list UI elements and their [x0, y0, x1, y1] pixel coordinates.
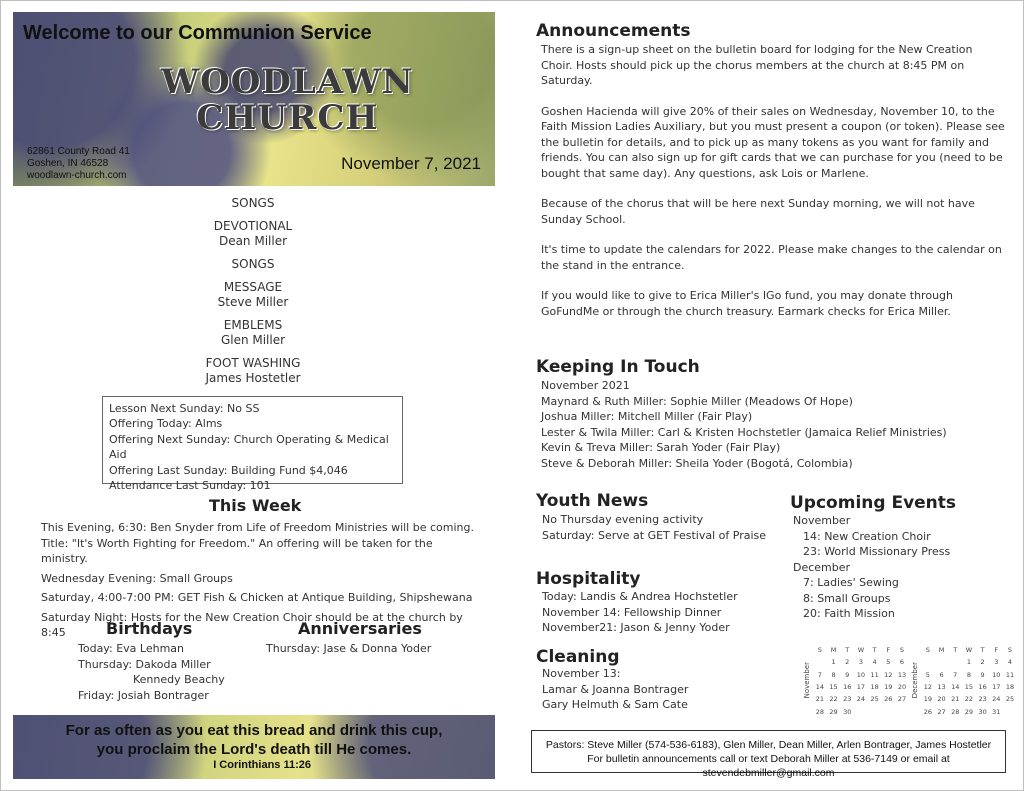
kit-line: Steve & Deborah Miller: Sheila Yoder (Bogotá, Colombia) [541, 456, 853, 470]
calendar-day: 1 [966, 658, 971, 667]
calendar-day: 21 [951, 695, 960, 704]
order-item-person: James Hostetler [205, 371, 301, 385]
pastors-box [531, 730, 1006, 779]
calendar-day: 10 [992, 670, 1001, 679]
order-item-title: FOOT WASHING [205, 356, 301, 370]
offering-info-box [102, 396, 403, 493]
calendar-day: 5 [886, 658, 891, 667]
hospitality-list [542, 589, 738, 636]
youth-news-heading: Youth News [536, 491, 649, 511]
info-line: Offering Next Sunday: Church Operating & Medical Aid [109, 432, 389, 462]
calendar-day: 18 [1005, 683, 1015, 692]
birthday-line: Today: Eva Lehman [78, 642, 185, 655]
december-calendar-label: December [911, 662, 919, 699]
cleaning-line: Gary Helmuth & Sam Cate [542, 698, 688, 711]
order-item-title: EMBLEMS [223, 318, 283, 332]
info-line: Offering Last Sunday: Building Fund $4,046 [109, 463, 348, 477]
info-line: Offering Today: Alms [109, 417, 223, 431]
event-line: 23: World Missionary Press [803, 545, 951, 558]
order-of-service [140, 196, 366, 394]
calendar-weekday: T [872, 646, 877, 655]
kit-line: Lester & Twila Miller: Carl & Kristen Hochstetler (Jamaica Relief Ministries) [541, 425, 947, 439]
birthdays-heading: Birthdays [106, 619, 193, 638]
calendar-day: 22 [964, 695, 974, 704]
calendar-day [948, 656, 962, 668]
calendar-day: 31 [992, 707, 1001, 716]
youth-news-line: No Thursday evening activity [542, 513, 704, 526]
calendar-day: 5 [925, 670, 930, 679]
calendar-day: 29 [829, 707, 838, 716]
calendar-day: 9 [980, 670, 985, 679]
calendar-weekday: T [980, 646, 985, 655]
calendar-day: 6 [899, 658, 905, 667]
calendar-day: 1 [831, 658, 836, 667]
calendar-day: 28 [815, 707, 824, 716]
calendar-day [1003, 705, 1017, 717]
calendar-day: 13 [937, 683, 946, 692]
order-item [140, 257, 366, 272]
order-item [140, 219, 366, 249]
calendar-day: 22 [829, 695, 838, 704]
calendar-day: 3 [858, 658, 863, 667]
calendar-day: 19 [884, 683, 893, 692]
december-calendar-grid [921, 644, 1017, 718]
calendar-day: 15 [829, 683, 838, 692]
calendar-day: 7 [953, 670, 958, 679]
november-calendar [803, 644, 909, 718]
birthdays-list [78, 641, 225, 703]
keeping-in-touch-heading: Keeping In Touch [536, 357, 700, 377]
hospitality-heading: Hospitality [536, 569, 641, 589]
calendar-day: 8 [966, 670, 971, 679]
cleaning-list [542, 666, 688, 713]
calendar-day: 3 [994, 658, 999, 667]
church-name-line1: WOODLAWN [161, 62, 414, 102]
anniversaries-heading: Anniversaries [298, 619, 422, 638]
calendar-weekday: S [899, 646, 905, 655]
calendar-day: 27 [897, 695, 907, 704]
november-calendar-label: November [803, 662, 811, 699]
calendar-weekday: W [857, 646, 865, 655]
calendar-day: 12 [923, 683, 932, 692]
verse-banner [13, 715, 495, 779]
calendar-day: 25 [870, 695, 879, 704]
verse-line-2: you proclaim the Lord's death till He comes. [96, 741, 412, 758]
church-logo [161, 64, 414, 136]
hospitality-line: November 14: Fellowship Dinner [542, 605, 722, 619]
calendar-day: 2 [980, 658, 985, 667]
calendar-weekday: S [1007, 646, 1013, 655]
calendar-day: 4 [872, 658, 877, 667]
calendar-day [935, 656, 949, 668]
calendar-day: 30 [978, 707, 987, 716]
welcome-title: Welcome to our Communion Service [23, 22, 372, 44]
calendar-weekday: F [886, 646, 891, 655]
calendar-weekday: M [938, 646, 945, 655]
church-name-line2: CHURCH [196, 98, 379, 138]
calendar-day [854, 705, 868, 717]
kit-line: November 2021 [541, 379, 630, 392]
calendar-day: 28 [951, 707, 960, 716]
calendar-day: 20 [937, 695, 946, 704]
announcement-paragraph: If you would like to give to Erica Miller's IGo fund, you may donate through GoFundMe or through the church treasury. Earmark checks for Erica Miller. [541, 289, 953, 318]
order-item-title: SONGS [231, 257, 275, 271]
announcement-paragraph: Because of the chorus that will be here next Sunday morning, we will not have Sunday School. [541, 197, 975, 226]
order-item [140, 280, 366, 310]
calendar-day: 16 [978, 683, 987, 692]
announcements-body [541, 42, 1007, 334]
upcoming-events-heading: Upcoming Events [790, 493, 957, 513]
announcement-paragraph: There is a sign-up sheet on the bulletin board for lodging for the New Creation Choir. Hosts should pick up the chorus members at the church at 8:45 PM on Saturday. [541, 43, 973, 87]
cleaning-line: November 13: [542, 667, 621, 680]
event-line: 7: Ladies' Sewing [803, 576, 899, 589]
december-calendar [911, 644, 1017, 718]
calendar-weekday: F [994, 646, 999, 655]
calendar-day: 15 [964, 683, 974, 692]
november-calendar-grid [813, 644, 909, 718]
cleaning-line: Lamar & Joanna Bontrager [542, 682, 689, 696]
birthday-line: Friday: Josiah Bontrager [78, 688, 209, 702]
youth-news-line: Saturday: Serve at GET Festival of Praise [542, 528, 767, 542]
calendar-day: 13 [897, 670, 907, 679]
order-item-person: Glen Miller [220, 333, 286, 347]
calendar-weekday: T [845, 646, 850, 655]
kit-line: Joshua Miller: Mitchell Miller (Fair Play) [541, 410, 753, 423]
order-item-title: DEVOTIONAL [213, 219, 293, 233]
address-city: Goshen, IN 46528 [27, 158, 109, 169]
calendar-weekday: S [925, 646, 930, 655]
info-line: Attendance Last Sunday: 101 [109, 479, 271, 493]
anniversaries-list [266, 641, 431, 657]
birthday-line: Kennedy Beachy [133, 673, 225, 686]
this-week-line: Wednesday Evening: Small Groups [41, 571, 233, 585]
event-month: November [793, 514, 851, 527]
service-date: November 7, 2021 [341, 154, 481, 173]
address-street: 62861 County Road 41 [27, 146, 130, 157]
church-address [27, 146, 130, 182]
calendar-day [868, 705, 882, 717]
cleaning-heading: Cleaning [536, 647, 620, 667]
calendar-day: 30 [843, 707, 852, 716]
calendar-day: 18 [870, 683, 879, 692]
calendar-day: 11 [1005, 670, 1015, 679]
order-item-title: MESSAGE [223, 280, 283, 294]
order-item [140, 318, 366, 348]
calendar-day [813, 656, 827, 668]
church-website: woodlawn-church.com [27, 170, 127, 181]
info-line: Lesson Next Sunday: No SS [109, 402, 260, 415]
calendar-day: 21 [815, 695, 824, 704]
order-item-person: Steve Miller [217, 295, 289, 309]
upcoming-events-list [793, 513, 950, 622]
calendar-weekday: W [965, 646, 973, 655]
calendar-day: 26 [923, 707, 932, 716]
calendar-day: 25 [1005, 695, 1015, 704]
kit-line: Maynard & Ruth Miller: Sophie Miller (Meadows Of Hope) [541, 394, 853, 408]
hospitality-line: November21: Jason & Jenny Yoder [542, 621, 730, 634]
header-banner [13, 12, 495, 186]
hospitality-line: Today: Landis & Andrea Hochstetler [542, 590, 738, 603]
calendar-day: 23 [978, 695, 987, 704]
contact-line: For bulletin announcements call or text Deborah Miller at 536-7149 or email at stevendebmiller@gmail.com [587, 753, 950, 779]
calendar-day: 19 [923, 695, 932, 704]
calendar-day: 26 [884, 695, 893, 704]
calendar-day [895, 705, 909, 717]
event-line: 20: Faith Mission [803, 607, 895, 620]
verse-line-1: For as often as you eat this bread and drink this cup, [65, 722, 443, 739]
calendar-day: 17 [992, 683, 1001, 692]
order-item [140, 196, 366, 211]
calendar-day: 9 [845, 670, 850, 679]
calendar-weekday: T [953, 646, 958, 655]
calendar-day: 29 [964, 707, 974, 716]
calendar-day [881, 705, 895, 717]
order-item [140, 356, 366, 386]
event-line: 14: New Creation Choir [803, 529, 931, 543]
this-week-heading: This Week [209, 496, 302, 515]
calendar-day: 14 [815, 683, 824, 692]
calendar-day: 17 [856, 683, 866, 692]
calendar-weekday: M [830, 646, 837, 655]
this-week-line: Saturday, 4:00-7:00 PM: GET Fish & Chicken at Antique Building, Shipshewana [41, 591, 473, 604]
kit-line: Kevin & Treva Miller: Sarah Yoder (Fair Play) [541, 441, 781, 454]
this-week-line: This Evening, 6:30: Ben Snyder from Life of Freedom Ministries will be coming. [41, 521, 474, 534]
calendar-day: 2 [845, 658, 850, 667]
announcement-paragraph: It's time to update the calendars for 2022. Please make changes to the calendar on the stand in the entrance. [541, 243, 1002, 272]
event-month: December [793, 560, 851, 574]
order-item-title: SONGS [231, 196, 275, 210]
birthday-line: Thursday: Dakoda Miller [78, 657, 211, 671]
calendar-day: 6 [939, 670, 944, 679]
youth-news-list [542, 512, 766, 543]
calendar-day: 14 [951, 683, 960, 692]
pastors-line: Pastors: Steve Miller (574-536-6183), Glen Miller, Dean Miller, Arlen Bontrager, James Hostetler [545, 739, 992, 751]
calendar-day: 8 [831, 670, 836, 679]
keeping-in-touch-list [541, 378, 947, 471]
calendar-day: 24 [992, 695, 1001, 704]
calendar-day: 24 [856, 695, 866, 704]
announcement-paragraph: Goshen Hacienda will give 20% of their sales on Wednesday, November 10, to the Faith Mission Ladies Auxiliary, but you must present a coupon (or token). Please see the bulletin for details, and to pick up as many tokens as you want for family and friends. You can also sign up for gift cards that we can purchase for you (need to be bought that same day). Any questions, ask Lois or Marlene. [541, 104, 1005, 180]
this-week-line: Title: "It's Worth Fighting for Freedom." An offering will be taken for the ministry. [41, 536, 433, 565]
calendar-day: 4 [1007, 658, 1013, 667]
calendar-day [921, 656, 935, 668]
calendar-weekday: S [817, 646, 822, 655]
calendar-day: 23 [843, 695, 852, 704]
announcements-heading: Announcements [536, 21, 691, 41]
calendar-day: 20 [897, 683, 907, 692]
event-line: 8: Small Groups [803, 591, 891, 605]
calendar-day: 16 [843, 683, 852, 692]
anniversary-line: Thursday: Jase & Donna Yoder [266, 642, 432, 655]
calendar-day: 12 [884, 670, 893, 679]
verse-reference: I Corinthians 11:26 [213, 759, 311, 771]
calendar-day: 11 [870, 670, 879, 679]
this-week-line: Saturday Night: Hosts for the New Creation Choir should be at the church by 8:45 [41, 610, 463, 639]
order-item-person: Dean Miller [218, 234, 288, 248]
calendar-day: 10 [856, 670, 866, 679]
calendar-day: 7 [817, 670, 822, 679]
calendar-day: 27 [937, 707, 946, 716]
